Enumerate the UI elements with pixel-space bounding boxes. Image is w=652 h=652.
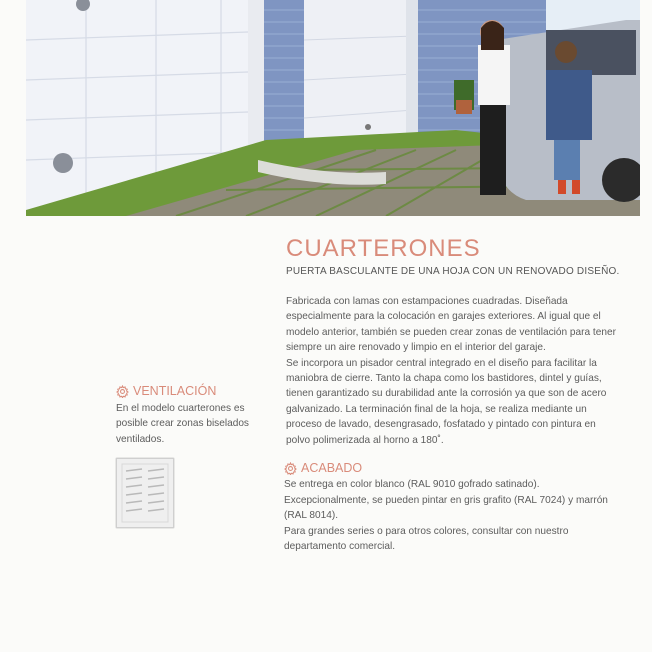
- page-subtitle: PUERTA BASCULANTE DE UNA HOJA CON UN RENOVADO DISEÑO.: [286, 266, 620, 277]
- page-title: CUARTERONES: [286, 235, 481, 262]
- ventilacion-heading-label: VENTILACIÓN: [133, 384, 217, 398]
- description-paragraph-2: Se incorpora un pisador central integrado en el diseño para facilitar la maniobra de cierre. Tanto la chapa como los bastidores, dintel y guías, tienen garantizado su durabilidad ante la corrosión ya que son de acero galvanizado. La terminación final de la hoja, se realiza mediante un proceso de lavado, desengrasado, fosfatado y pintado con pintura en polvo polimerizada al horno a 180˚.: [286, 357, 607, 446]
- acabado-heading-label: ACABADO: [301, 461, 363, 475]
- ventilation-panel-image: [116, 458, 174, 528]
- ventilacion-section: [116, 384, 256, 447]
- acabado-line-3: Para grandes series o para otros colores, consultar con nuestro departamento comercial.: [284, 525, 569, 553]
- acabado-text: [284, 477, 629, 555]
- ventilacion-heading: [116, 384, 256, 398]
- description-paragraph-1: Fabricada con lamas con estampaciones cuadradas. Diseñada especialmente para la colocación en garajes exteriores. Al igual que el modelo anterior, también se pueden crear zonas de ventilación para tener siempre un aire renovado y limpio en el interior del garaje.: [286, 296, 616, 354]
- garage-door-photo: [26, 0, 640, 216]
- product-description: [286, 294, 621, 448]
- acabado-section: [284, 461, 629, 555]
- gear-icon: [116, 385, 129, 398]
- acabado-line-2: Excepcionalmente, se pueden pintar en gris grafito (RAL 7024) y marrón (RAL 8014).: [284, 494, 608, 522]
- acabado-line-1: Se entrega en color blanco (RAL 9010 gofrado satinado).: [284, 479, 540, 490]
- ventilacion-text: En el modelo cuarterones es posible crear zonas biselados ventilados.: [116, 403, 249, 445]
- acabado-heading: [284, 461, 629, 475]
- gear-icon: [284, 462, 297, 475]
